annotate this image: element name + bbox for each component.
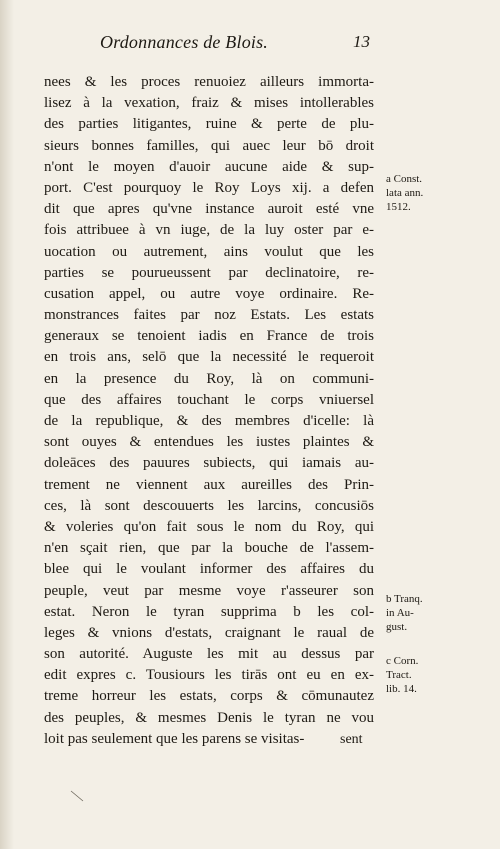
margin-note-line: lata ann. bbox=[386, 187, 424, 199]
margin-note-line: 1512. bbox=[386, 201, 411, 213]
text-line: sieurs bonnes familles, qui auec leur bō droit bbox=[44, 137, 374, 154]
text-line: generaux se tenoient iadis en France de trois bbox=[44, 328, 374, 345]
margin-note-line: a Const. bbox=[386, 173, 423, 185]
text-line: son autorité. Auguste les mit au dessus par bbox=[44, 646, 374, 663]
text-line: en trois ans, selō que la necessité le requeroit bbox=[44, 349, 374, 366]
text-line: des parties litigantes, ruine & perte de plu- bbox=[44, 116, 374, 133]
margin-note-a bbox=[386, 172, 456, 214]
margin-note-line: c Corn. bbox=[386, 655, 419, 667]
text-line: edit expres c. Tousiours les tirās ont eu en ex- bbox=[44, 667, 374, 684]
folio-number: 13 bbox=[353, 32, 370, 51]
text-line: dit que apres qu'vne instance auroit esté vne bbox=[44, 201, 374, 218]
text-line: leges & vnions d'estats, craignant le raual de bbox=[44, 624, 374, 641]
running-title: Ordonnances de Blois. bbox=[100, 32, 269, 52]
margin-note-line: in Au- bbox=[386, 607, 414, 619]
margin-note-line: lib. 14. bbox=[386, 683, 417, 695]
margin-note-line: gust. bbox=[386, 621, 408, 633]
text-line: blee qui le voulant informer des affaires du bbox=[44, 561, 374, 578]
text-line: de la republique, & des membres d'icelle: là bbox=[44, 413, 374, 429]
margin-note-line: b Tranq. bbox=[386, 593, 423, 605]
page-gutter-shadow bbox=[0, 0, 14, 849]
body-text bbox=[44, 72, 374, 750]
text-line: uocation ou autrement, ains voulut que les bbox=[44, 243, 374, 260]
text-line: trement ne viennent aux aureilles des Prin- bbox=[44, 476, 374, 493]
text-line: monstrances faites par noz Estats. Les estats bbox=[44, 307, 374, 324]
text-line: lisez à la vexation, fraiz & mises intollerables bbox=[44, 95, 374, 112]
text-line: que des affaires touchant le corps vniuersel bbox=[44, 391, 374, 408]
text-line: port. C'est pourquoy le Roy Loys xij. a defen bbox=[44, 179, 374, 196]
margin-note-c bbox=[386, 654, 456, 696]
margin-note-line: Tract. bbox=[386, 669, 412, 681]
text-line: doleāces des pauures subiects, qui iamais au- bbox=[44, 455, 374, 472]
text-line: estat. Neron le tyran supprima b les col- bbox=[44, 603, 374, 620]
text-line: nees & les proces renuoiez ailleurs immorta- bbox=[44, 74, 374, 90]
text-line: n'en sçait rien, que par la bouche de l'assem- bbox=[44, 540, 374, 557]
ink-mark-icon bbox=[70, 790, 84, 802]
text-line: ces, là sont descouuerts les larcins, concusiōs bbox=[44, 497, 374, 514]
page-header bbox=[100, 32, 370, 54]
text-line: peuple, veut par mesme voye r'asseurer son bbox=[44, 582, 374, 599]
margin-note-b bbox=[386, 592, 456, 634]
text-line: cusation appel, ou autre voye ordinaire. Re- bbox=[44, 285, 374, 302]
text-line: des peuples, & mesmes Denis le tyran ne vou bbox=[44, 709, 374, 726]
text-line: n'ont le moyen d'auoir aucune aide & sup- bbox=[44, 158, 374, 175]
text-line: fois attribuee à vn iuge, de la luy oster par e- bbox=[44, 222, 374, 239]
text-line: en la presence du Roy, là on communi- bbox=[44, 370, 374, 387]
text-line: & voleries qu'on fait sous le nom du Roy, qui bbox=[44, 518, 374, 535]
text-line: loit pas seulement que les parens se visitas- bbox=[44, 730, 305, 747]
text-line: sont ouyes & entendues les iustes plaintes & bbox=[44, 434, 374, 451]
text-line: parties se pourueussent par declinatoire, re- bbox=[44, 264, 374, 281]
catchword: sent bbox=[340, 732, 363, 747]
text-line: treme horreur les estats, corps & cōmunautez bbox=[44, 688, 374, 705]
